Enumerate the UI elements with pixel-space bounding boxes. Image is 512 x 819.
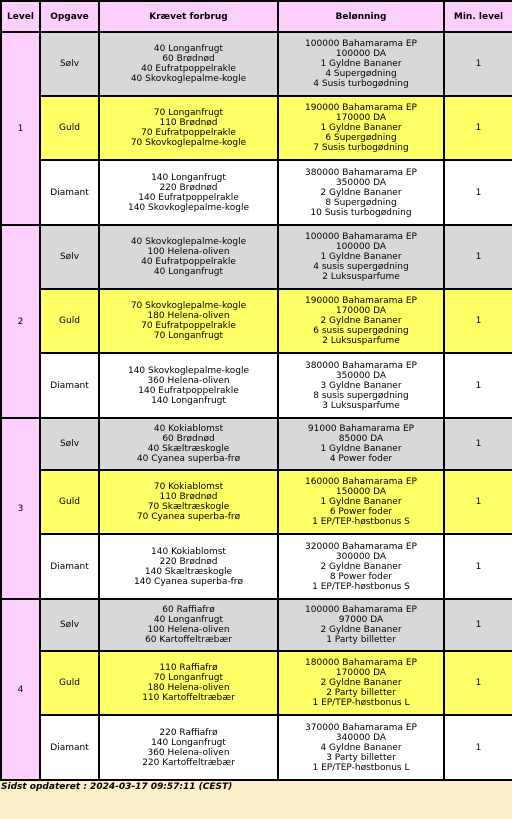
reward-item: 380000 Bahamarama EP <box>305 167 417 178</box>
required-item: 220 Raffiafrø <box>159 727 218 738</box>
level-cell: 3 <box>2 419 39 598</box>
table-row <box>2 161 512 224</box>
required-item: 360 Helena-oliven <box>147 747 230 758</box>
table-row <box>2 471 512 533</box>
reward-item: 100000 Bahamarama EP <box>305 232 417 242</box>
reward-item: 300000 DA <box>335 551 387 562</box>
required-item: 220 Brødnød <box>159 182 218 193</box>
required-item: 140 Longanfrugt <box>151 395 226 406</box>
reward-item: 100000 Bahamarama EP <box>305 39 417 49</box>
reward-item: 7 Susis turbogødning <box>313 143 409 153</box>
required-cell <box>100 161 277 224</box>
reward-cell <box>279 33 443 95</box>
table-row <box>2 97 512 159</box>
header-required: Krævet forbrug <box>100 2 277 31</box>
table-row <box>2 600 512 650</box>
reward-item: 190000 Bahamarama EP <box>305 296 417 306</box>
required-item: 40 Longanfrugt <box>153 615 224 625</box>
required-cell <box>100 600 277 650</box>
reward-item: 3 Party billetter <box>326 752 396 763</box>
required-item: 40 Longanfrugt <box>153 44 224 54</box>
reward-item: 1 EP/TEP-høstbonus L <box>312 762 410 773</box>
reward-cell <box>279 471 443 533</box>
required-item: 140 Eufratpoppelrakle <box>138 385 239 396</box>
reward-item: 350000 DA <box>335 370 387 381</box>
reward-cell <box>279 354 443 417</box>
reward-item: 170000 DA <box>335 113 387 123</box>
task-cell: Guld <box>41 471 98 533</box>
required-item: 40 Skovkoglepalme-kogle <box>130 74 247 84</box>
reward-item: 10 Susis turbogødning <box>310 207 412 218</box>
reward-cell <box>279 290 443 352</box>
reward-cell <box>279 535 443 598</box>
min-level-cell: 1 <box>445 354 512 417</box>
reward-item: 3 Luksusparfume <box>322 400 400 411</box>
reward-item: 160000 Bahamarama EP <box>305 477 417 487</box>
min-level-cell: 1 <box>445 652 512 714</box>
min-level-cell: 1 <box>445 226 512 288</box>
table-row <box>2 652 512 714</box>
reward-cell <box>279 97 443 159</box>
header-reward: Belønning <box>279 2 443 31</box>
required-cell <box>100 97 277 159</box>
required-item: 110 Kartoffeltræbær <box>142 693 235 703</box>
reward-item: 2 Luksusparfume <box>322 336 400 346</box>
level-cell: 2 <box>2 226 39 417</box>
required-item: 60 Brødnød <box>162 54 215 64</box>
required-cell <box>100 471 277 533</box>
reward-item: 1 EP/TEP-høstbonus S <box>312 581 410 592</box>
reward-item: 350000 DA <box>335 177 387 188</box>
reward-item: 100000 Bahamarama EP <box>305 605 417 615</box>
reward-item: 340000 DA <box>335 732 387 743</box>
reward-item: 180000 Bahamarama EP <box>305 658 417 668</box>
reward-cell <box>279 161 443 224</box>
reward-item: 2 Gyldne Bananer <box>320 316 402 326</box>
last-updated: Sidst opdateret : 2024-03-17 09:57:11 (CEST) <box>1 782 233 792</box>
required-item: 70 Longanfrugt <box>153 108 224 118</box>
reward-item: 3 Gyldne Bananer <box>320 380 402 391</box>
required-item: 180 Helena-oliven <box>147 683 230 693</box>
reward-item: 170000 DA <box>335 306 387 316</box>
reward-item: 1 Gyldne Bananer <box>320 444 402 454</box>
reward-cell <box>279 226 443 288</box>
reward-item: 4 Supergødning <box>325 69 397 79</box>
required-item: 70 Skæltræskogle <box>147 502 230 512</box>
required-item: 110 Brødnød <box>159 118 218 128</box>
required-item: 140 Longanfrugt <box>151 737 226 748</box>
reward-cell <box>279 716 443 779</box>
task-cell: Sølv <box>41 226 98 288</box>
required-item: 60 Raffiafrø <box>162 605 215 615</box>
required-item: 40 Skæltræskogle <box>147 444 230 454</box>
required-item: 40 Eufratpoppelrakle <box>141 64 236 74</box>
task-cell: Diamant <box>41 161 98 224</box>
table-row <box>2 226 512 288</box>
required-item: 70 Cyanea superba-frø <box>136 512 241 522</box>
min-level-cell: 1 <box>445 33 512 95</box>
reward-item: 6 susis supergødning <box>313 326 409 336</box>
required-item: 140 Skovkoglepalme-kogle <box>127 365 250 376</box>
required-item: 40 Kokiablomst <box>153 424 224 434</box>
min-level-cell: 1 <box>445 600 512 650</box>
required-cell <box>100 652 277 714</box>
required-item: 140 Longanfrugt <box>151 172 226 183</box>
reward-item: 1 EP/TEP-høstbonus L <box>312 698 410 708</box>
required-item: 40 Skovkoglepalme-kogle <box>130 237 247 247</box>
required-item: 40 Longanfrugt <box>153 267 224 277</box>
required-item: 110 Raffiafrø <box>159 663 218 673</box>
table-row <box>2 290 512 352</box>
required-item: 70 Skovkoglepalme-kogle <box>130 301 247 311</box>
required-item: 140 Cyanea superba-frø <box>134 576 243 587</box>
required-cell <box>100 716 277 779</box>
required-item: 110 Brødnød <box>159 492 218 502</box>
required-item: 40 Eufratpoppelrakle <box>141 257 236 267</box>
reward-item: 97000 DA <box>338 615 384 625</box>
required-item: 360 Helena-oliven <box>147 375 230 386</box>
table-row <box>2 716 512 779</box>
level-cell: 4 <box>2 600 39 779</box>
min-level-cell: 1 <box>445 716 512 779</box>
reward-item: 4 Susis turbogødning <box>313 79 409 89</box>
reward-item: 190000 Bahamarama EP <box>305 103 417 113</box>
reward-item: 1 Party billetter <box>326 635 396 645</box>
table-row <box>2 535 512 598</box>
reward-item: 2 Party billetter <box>326 688 396 698</box>
task-cell: Sølv <box>41 419 98 469</box>
reward-item: 320000 Bahamarama EP <box>305 541 417 552</box>
reward-item: 4 Power foder <box>329 454 393 464</box>
required-item: 140 Kokiablomst <box>151 546 226 557</box>
reward-item: 100000 DA <box>335 49 387 59</box>
required-item: 70 Kokiablomst <box>153 482 224 492</box>
table-row <box>2 419 512 469</box>
reward-item: 370000 Bahamarama EP <box>305 722 417 733</box>
table-row <box>2 354 512 417</box>
reward-item: 2 Gyldne Bananer <box>320 187 402 198</box>
reward-item: 4 susis supergødning <box>313 262 409 272</box>
task-cell: Diamant <box>41 716 98 779</box>
table-body <box>2 33 512 779</box>
reward-cell <box>279 652 443 714</box>
reward-item: 91000 Bahamarama EP <box>307 424 415 434</box>
reward-item: 6 Power foder <box>329 507 393 517</box>
required-item: 70 Eufratpoppelrakle <box>141 128 236 138</box>
required-item: 140 Eufratpoppelrakle <box>138 192 239 203</box>
required-cell <box>100 535 277 598</box>
reward-item: 1 Gyldne Bananer <box>320 252 402 262</box>
reward-item: 100000 DA <box>335 242 387 252</box>
required-item: 100 Helena-oliven <box>147 625 230 635</box>
reward-item: 380000 Bahamarama EP <box>305 360 417 371</box>
required-item: 60 Brødnød <box>162 434 215 444</box>
level-cell: 1 <box>2 33 39 224</box>
required-item: 100 Helena-oliven <box>147 247 230 257</box>
reward-item: 1 Gyldne Bananer <box>320 497 402 507</box>
header-row <box>2 2 512 31</box>
task-cell: Diamant <box>41 354 98 417</box>
reward-item: 85000 DA <box>338 434 384 444</box>
required-item: 60 Kartoffeltræbær <box>145 635 232 645</box>
task-cell: Diamant <box>41 535 98 598</box>
min-level-cell: 1 <box>445 419 512 469</box>
reward-item: 8 Power foder <box>329 571 393 582</box>
reward-item: 1 Gyldne Bananer <box>320 59 402 69</box>
table-row <box>2 33 512 95</box>
reward-item: 1 Gyldne Bananer <box>320 123 402 133</box>
reward-item: 150000 DA <box>335 487 387 497</box>
required-cell <box>100 290 277 352</box>
min-level-cell: 1 <box>445 535 512 598</box>
reward-item: 4 Gyldne Bananer <box>320 742 402 753</box>
header-min-level: Min. level <box>445 2 512 31</box>
min-level-cell: 1 <box>445 290 512 352</box>
reward-item: 8 susis supergødning <box>313 390 409 401</box>
required-cell <box>100 419 277 469</box>
header-level: Level <box>2 2 39 31</box>
header-task: Opgave <box>41 2 98 31</box>
required-cell <box>100 226 277 288</box>
required-item: 140 Skovkoglepalme-kogle <box>127 202 250 213</box>
reward-cell <box>279 419 443 469</box>
task-cell: Guld <box>41 652 98 714</box>
min-level-cell: 1 <box>445 97 512 159</box>
required-item: 180 Helena-oliven <box>147 311 230 321</box>
required-cell <box>100 33 277 95</box>
required-item: 70 Longanfrugt <box>153 331 224 341</box>
reward-item: 2 Gyldne Bananer <box>320 678 402 688</box>
reward-item: 1 EP/TEP-høstbonus S <box>312 517 410 527</box>
required-item: 220 Kartoffeltræbær <box>142 757 235 768</box>
task-cell: Guld <box>41 97 98 159</box>
required-item: 40 Cyanea superba-frø <box>136 454 241 464</box>
task-cell: Guld <box>41 290 98 352</box>
reward-item: 2 Gyldne Bananer <box>320 561 402 572</box>
reward-item: 8 Supergødning <box>325 197 397 208</box>
reward-item: 2 Gyldne Bananer <box>320 625 402 635</box>
task-cell: Sølv <box>41 33 98 95</box>
required-item: 140 Skæltræskogle <box>144 566 233 577</box>
task-cell: Sølv <box>41 600 98 650</box>
reward-item: 170000 DA <box>335 668 387 678</box>
reward-cell <box>279 600 443 650</box>
required-item: 70 Eufratpoppelrakle <box>141 321 236 331</box>
required-item: 70 Longanfrugt <box>153 673 224 683</box>
reward-item: 2 Luksusparfume <box>322 272 400 282</box>
required-cell <box>100 354 277 417</box>
required-item: 220 Brødnød <box>159 556 218 567</box>
min-level-cell: 1 <box>445 161 512 224</box>
required-item: 70 Skovkoglepalme-kogle <box>130 138 247 148</box>
reward-item: 6 Supergødning <box>325 133 397 143</box>
min-level-cell: 1 <box>445 471 512 533</box>
